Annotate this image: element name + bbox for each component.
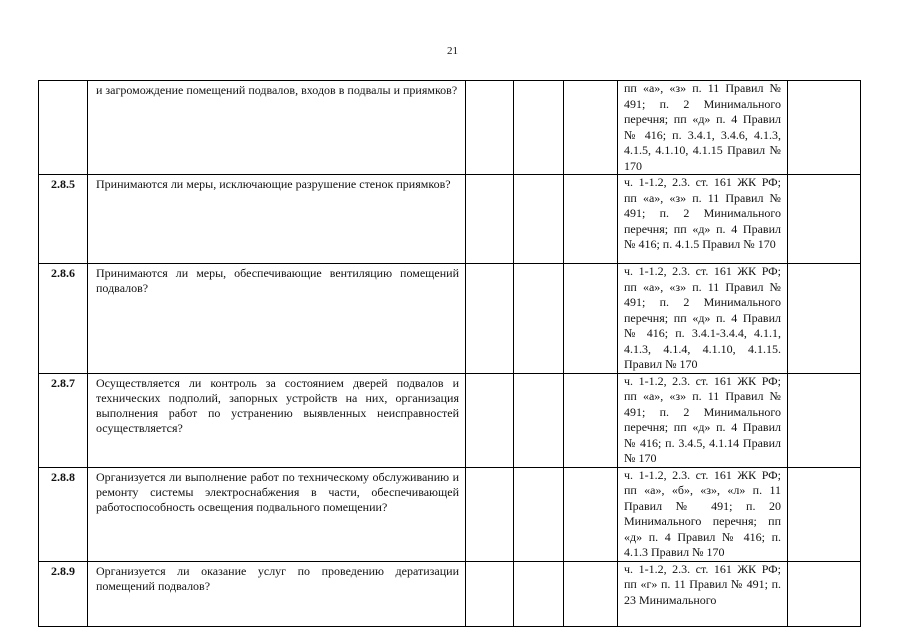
answer-na-cell xyxy=(564,264,618,374)
answer-no-cell xyxy=(514,175,564,264)
answer-no-cell xyxy=(514,467,564,561)
legal-reference: ч. 1-1.2, 2.3. ст. 161 ЖК РФ; пп «а», «з» п. 11 Правил № 491; п. 2 Минимального перечня; пп «д» п. 4 Правил № 416; п. 4.1.5 Правил № 170 xyxy=(618,175,788,264)
checklist-table xyxy=(38,80,861,627)
note-cell xyxy=(788,373,861,467)
row-number: 2.8.7 xyxy=(39,373,88,467)
note-cell xyxy=(788,264,861,374)
answer-na-cell xyxy=(564,561,618,626)
legal-reference: ч. 1-1.2, 2.3. ст. 161 ЖК РФ; пп «а», «з» п. 11 Правил № 491; п. 2 Минимального перечня; пп «д» п. 4 Правил № 416; п. 3.4.1-3.4.4, 4.1.1, 4.1.3, 4.1.4, 4.1.10, 4.1.15. Правил № 170 xyxy=(618,264,788,374)
row-number: 2.8.5 xyxy=(39,175,88,264)
row-number: 2.8.6 xyxy=(39,264,88,374)
legal-reference: ч. 1-1.2, 2.3. ст. 161 ЖК РФ; пп «г» п. 11 Правил № 491; п. 23 Минимального xyxy=(618,561,788,626)
answer-na-cell xyxy=(564,175,618,264)
legal-reference: ч. 1-1.2, 2.3. ст. 161 ЖК РФ; пп «а», «з» п. 11 Правил № 491; п. 2 Минимального перечня; пп «д» п. 4 Правил № 416; п. 3.4.5, 4.1.14 Правил № 170 xyxy=(618,373,788,467)
table-row xyxy=(39,467,861,561)
answer-no-cell xyxy=(514,264,564,374)
answer-yes-cell xyxy=(466,373,514,467)
answer-yes-cell xyxy=(466,467,514,561)
note-cell xyxy=(788,561,861,626)
answer-na-cell xyxy=(564,373,618,467)
table-row xyxy=(39,561,861,626)
row-number xyxy=(39,81,88,175)
page-number: 21 xyxy=(447,45,458,57)
note-cell xyxy=(788,175,861,264)
table-row xyxy=(39,175,861,264)
table-row xyxy=(39,81,861,175)
legal-reference: пп «а», «з» п. 11 Правил № 491; п. 2 Минимального перечня; пп «д» п. 4 Правил № 416; п. 3.4.1, 3.4.6, 4.1.3, 4.1.5, 4.1.10, 4.1.15 Правил № 170 xyxy=(618,81,788,175)
question-text: Осуществляется ли контроль за состоянием дверей подвалов и технических подполий, запорных устройств на них, организация выполнения работ по устранению выявленных неисправностей осуществляется? xyxy=(88,373,466,467)
answer-yes-cell xyxy=(466,81,514,175)
question-text: Организуется ли оказание услуг по проведению дератизации помещений подвалов? xyxy=(88,561,466,626)
answer-no-cell xyxy=(514,561,564,626)
note-cell xyxy=(788,467,861,561)
row-number: 2.8.8 xyxy=(39,467,88,561)
answer-na-cell xyxy=(564,81,618,175)
row-number: 2.8.9 xyxy=(39,561,88,626)
question-text: Организуется ли выполнение работ по техническому обслуживанию и ремонту системы электроснабжения в части, обеспечивающей работоспособность освещения подвального помещении? xyxy=(88,467,466,561)
answer-na-cell xyxy=(564,467,618,561)
question-text: и загромождение помещений подвалов, входов в подвалы и приямков? xyxy=(88,81,466,175)
answer-yes-cell xyxy=(466,561,514,626)
note-cell xyxy=(788,81,861,175)
answer-yes-cell xyxy=(466,264,514,374)
question-text: Принимаются ли меры, обеспечивающие вентиляцию помещений подвалов? xyxy=(88,264,466,374)
answer-no-cell xyxy=(514,81,564,175)
answer-no-cell xyxy=(514,373,564,467)
table-row xyxy=(39,264,861,374)
legal-reference: ч. 1-1.2, 2.3. ст. 161 ЖК РФ; пп «а», «б», «з», «л» п. 11 Правил № 491; п. 20 Минимального перечня; пп «д» п. 4 Правил № 416; п. 4.1.3 Правил № 170 xyxy=(618,467,788,561)
question-text: Принимаются ли меры, исключающие разрушение стенок приямков? xyxy=(88,175,466,264)
table-row xyxy=(39,373,861,467)
answer-yes-cell xyxy=(466,175,514,264)
